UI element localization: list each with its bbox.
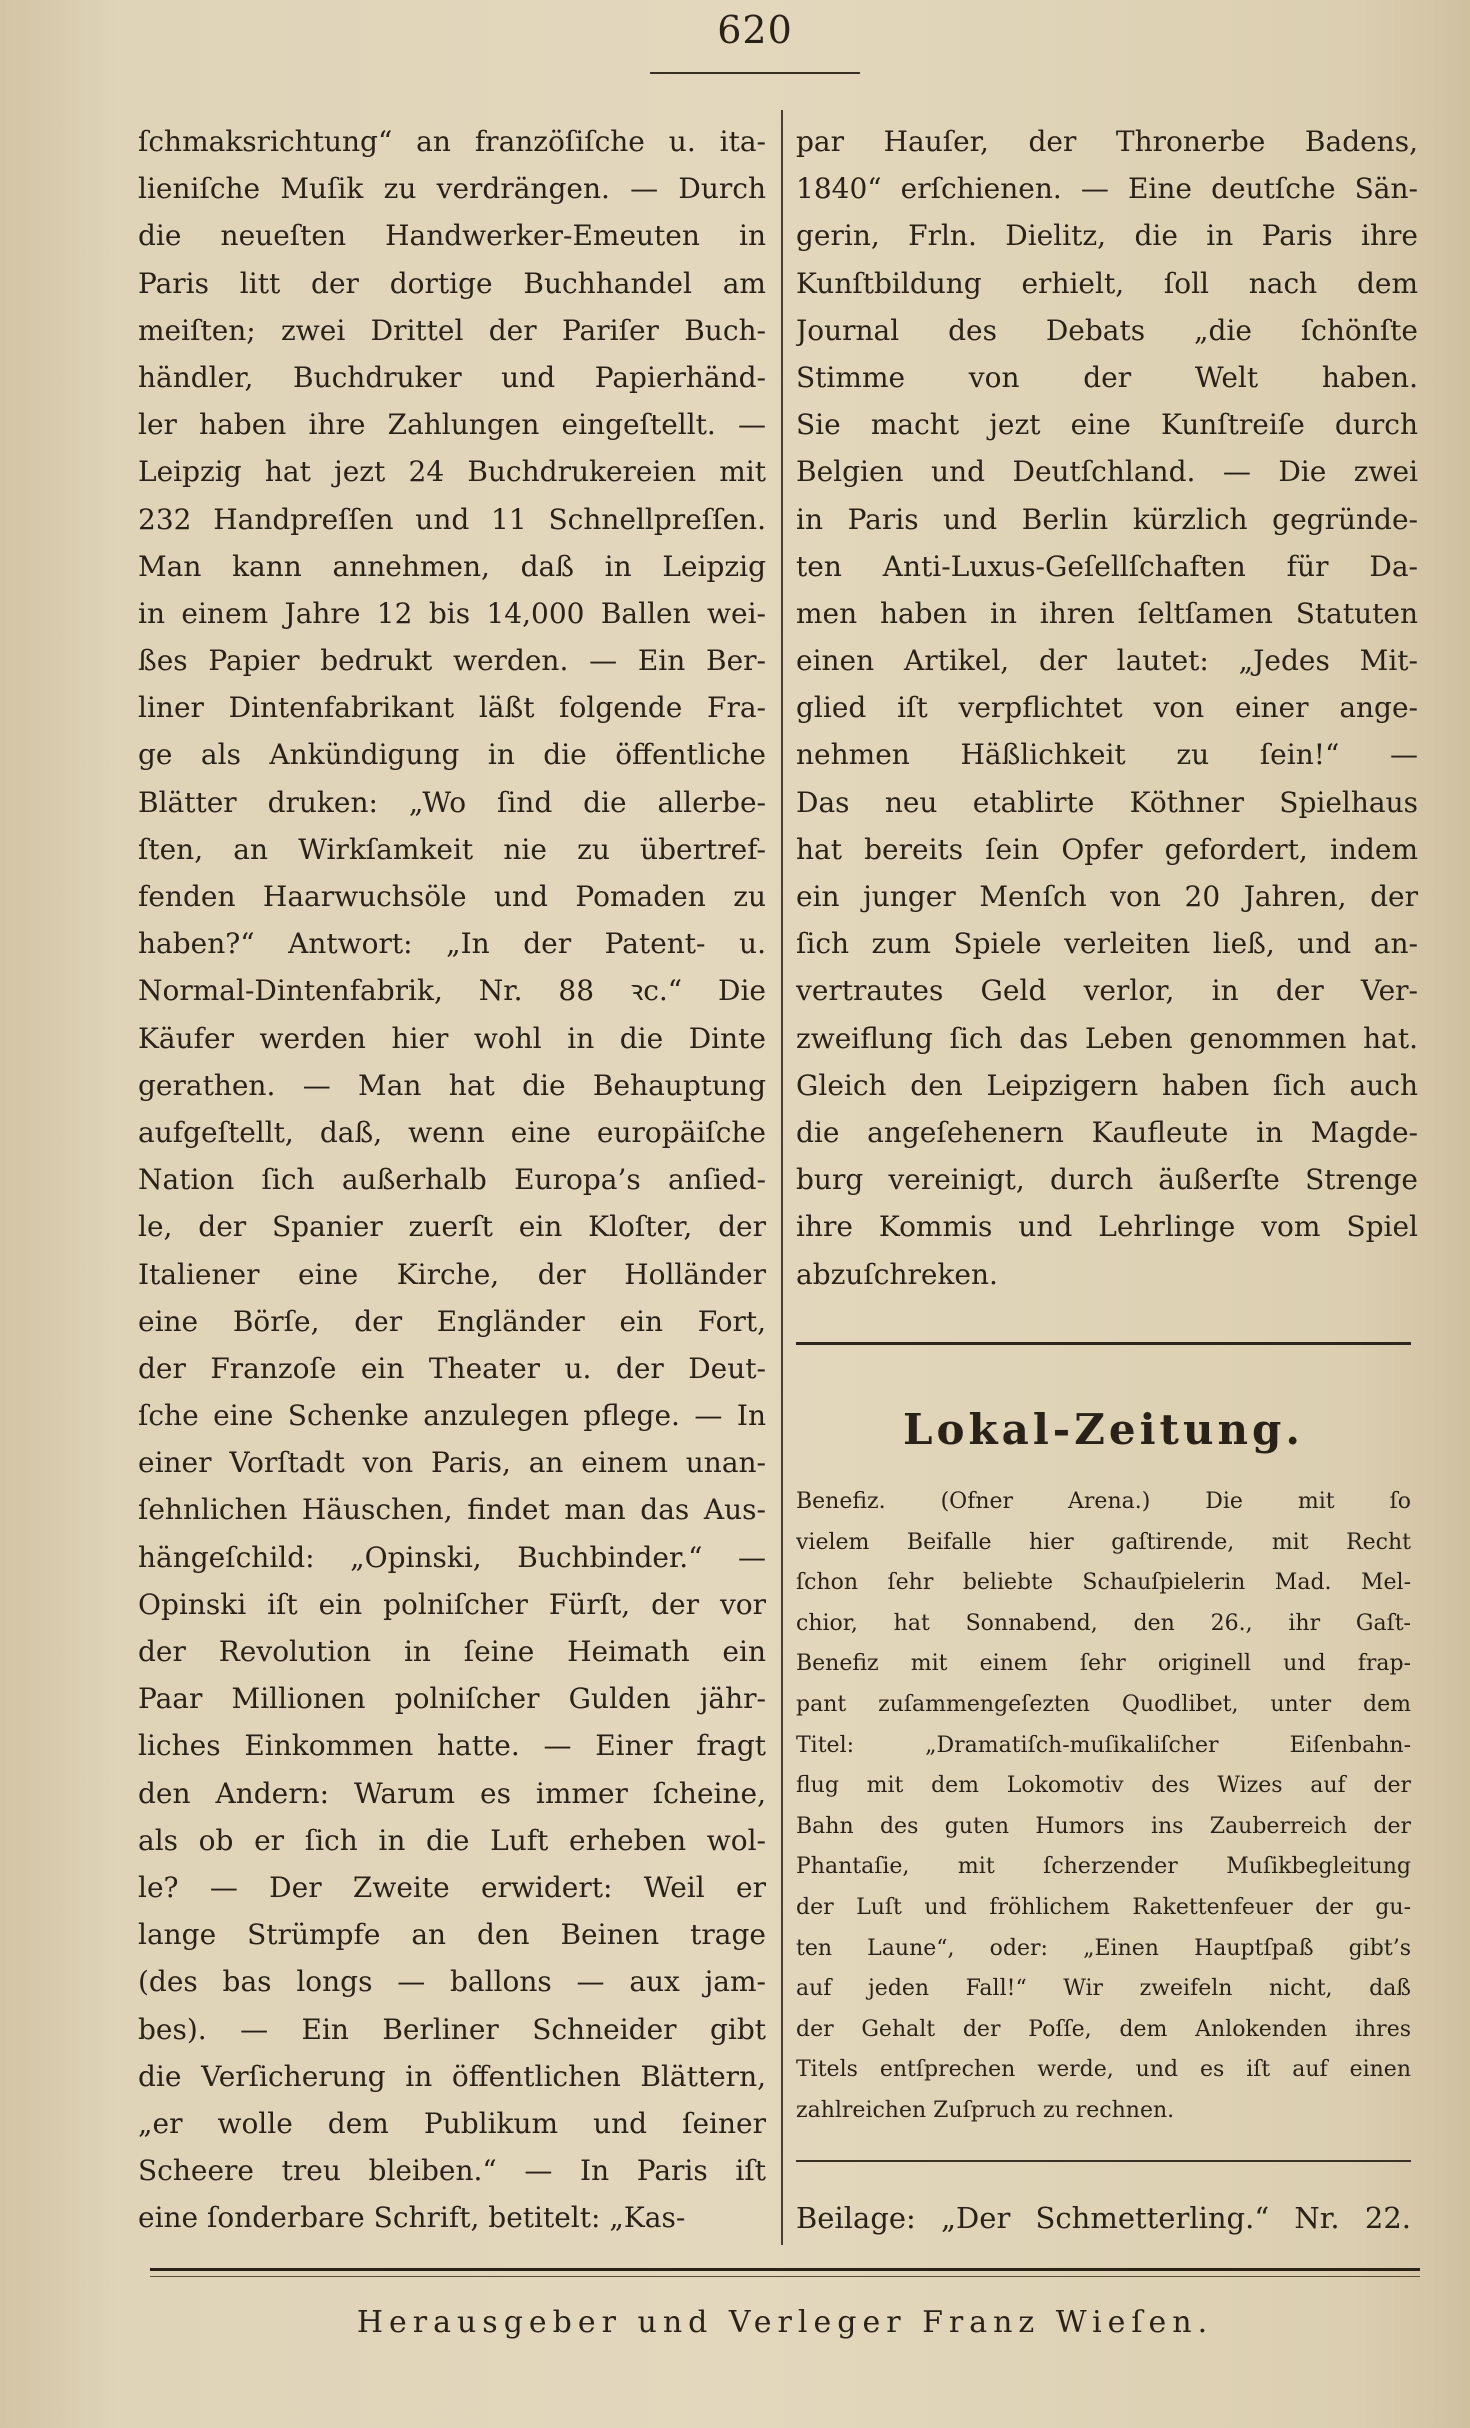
local-news-line: Titel: „Dramatiſch-muſikaliſcher Eiſenbahn- xyxy=(796,1732,1411,1758)
text-line: der Franzoſe ein Theater u. der Deut- xyxy=(138,1351,766,1385)
local-news-line: der Gehalt der Poſſe, dem Anlokenden ihres xyxy=(796,2016,1411,2042)
page-number: 620 xyxy=(717,8,793,52)
supplement-rule xyxy=(796,2160,1411,2162)
section-rule xyxy=(796,1342,1411,1345)
local-news-line: Benefiz mit einem ſehr originell und frap- xyxy=(796,1651,1411,1677)
left-column xyxy=(138,118,766,2241)
text-line: Man kann annehmen, daß in Leipzig xyxy=(138,549,766,583)
text-line: hängeſchild: „Opinski, Buchbinder.“ — xyxy=(138,1540,766,1574)
local-news-line: Titels entſprechen werde, und es iſt auf einen xyxy=(796,2057,1411,2083)
text-line: (des bas longs — ballons — aux jam- xyxy=(138,1965,766,1999)
text-line: vertrautes Geld verlor, in der Ver- xyxy=(796,974,1418,1008)
local-news-line: vielem Beifalle hier gaſtirende, mit Recht xyxy=(796,1529,1411,1555)
text-line: Kunſtbildung erhielt, ſoll nach dem xyxy=(796,266,1418,300)
text-line: der Revolution in ſeine Heimath ein xyxy=(138,1635,766,1668)
text-line: 232 Handpreſſen und 11 Schnellpreſſen. xyxy=(138,502,766,536)
text-line: Käufer werden hier wohl in die Dinte xyxy=(138,1021,766,1055)
text-line: Blätter druken: „Wo ſind die allerbe- xyxy=(138,785,766,819)
text-line: ſche eine Schenke anzulegen pflege. — In xyxy=(138,1399,766,1433)
text-line: ſich zum Spiele verleiten ließ, und an- xyxy=(796,927,1418,961)
local-news-line: flug mit dem Lokomotiv des Wizes auf der xyxy=(796,1773,1411,1799)
text-line: den Andern: Warum es immer ſcheine, xyxy=(138,1776,766,1810)
text-line: fenden Haarwuchsöle und Pomaden zu xyxy=(138,880,766,913)
text-line: in Paris und Berlin kürzlich gegründe- xyxy=(796,502,1418,536)
local-news-line: Benefiz. (Ofner Arena.) Die mit ſo xyxy=(796,1489,1411,1514)
text-line: Italiener eine Kirche, der Holländer xyxy=(138,1257,766,1291)
text-line: aufgeſtellt, daß, wenn eine europäiſche xyxy=(138,1115,766,1149)
text-line: Nation ſich außerhalb Europa’s anſied- xyxy=(138,1163,766,1197)
text-line: burg vereinigt, durch äußerſte Strenge xyxy=(796,1163,1418,1197)
text-line: eine Börſe, der Engländer ein Fort, xyxy=(138,1304,766,1338)
text-line: ge als Ankündigung in die öffentliche xyxy=(138,738,766,772)
text-line: men haben in ihren ſeltſamen Statuten xyxy=(796,596,1418,630)
text-line: 1840“ erſchienen. — Eine deutſche Sän- xyxy=(796,172,1418,206)
text-line: Das neu etablirte Köthner Spielhaus xyxy=(796,785,1418,819)
text-line: Opinski iſt ein polniſcher Fürſt, der vor xyxy=(138,1587,766,1621)
text-line: liner Dintenfabrikant läßt folgende Fra- xyxy=(138,691,766,725)
text-line: lieniſche Muſik zu verdrängen. — Durch xyxy=(138,172,766,206)
text-line: gerin, Frln. Dielitz, die in Paris ihre xyxy=(796,219,1418,253)
text-line: Leipzig hat jezt 24 Buchdrukereien mit xyxy=(138,455,766,489)
text-line: Paar Millionen polniſcher Gulden jähr- xyxy=(138,1682,766,1716)
text-line: als ob er ſich in die Luft erheben wol- xyxy=(138,1823,766,1857)
text-line: die angeſehenern Kaufleute in Magde- xyxy=(796,1115,1418,1149)
text-line: Journal des Debats „die ſchönſte xyxy=(796,313,1418,347)
section-title: Lokal-Zeitung. xyxy=(902,1405,1305,1454)
local-news-line: Phantaſie, mit ſcherzender Muſikbegleitung xyxy=(796,1854,1411,1880)
local-news-column xyxy=(796,1482,1411,2132)
text-line: liches Einkommen hatte. — Einer fragt xyxy=(138,1729,766,1763)
footer-rule-thin xyxy=(150,2276,1420,2277)
text-line: ten Anti-Luxus-Geſellſchaften für Da- xyxy=(796,549,1418,583)
text-line: lange Strümpfe an den Beinen trage xyxy=(138,1918,766,1952)
text-line: in einem Jahre 12 bis 14,000 Ballen wei- xyxy=(138,596,766,630)
text-line: gerathen. — Man hat die Behauptung xyxy=(138,1068,766,1102)
text-line: zweiflung ſich das Leben genommen hat. xyxy=(796,1021,1418,1055)
local-news-line: ten Laune“, oder: „Einen Hauptſpaß gibt’s xyxy=(796,1935,1411,1961)
footer-rule xyxy=(150,2268,1420,2271)
local-news-line: chior, hat Sonnabend, den 26., ihr Gaſt- xyxy=(796,1610,1411,1636)
text-line: ſehnlichen Häuschen, findet man das Aus- xyxy=(138,1493,766,1527)
text-line: die neueſten Handwerker-Emeuten in xyxy=(138,219,766,253)
text-line: hat bereits ſein Opfer gefordert, indem xyxy=(796,832,1418,866)
local-news-line: pant zuſammengeſezten Quodlibet, unter dem xyxy=(796,1691,1411,1717)
text-line: ler haben ihre Zahlungen eingeſtellt. — xyxy=(138,408,766,442)
text-line: ſten, an Wirkſamkeit nie zu übertref- xyxy=(138,832,766,866)
text-line: ßes Papier bedrukt werden. — Ein Ber- xyxy=(138,644,766,678)
local-news-line: Bahn des guten Humors ins Zauberreich der xyxy=(796,1813,1411,1839)
text-line: Belgien und Deutſchland. — Die zwei xyxy=(796,455,1418,489)
text-line: eine ſonderbare Schrift, betitelt: „Kas- xyxy=(138,2201,686,2235)
text-line: „er wolle dem Publikum und ſeiner xyxy=(138,2106,766,2140)
text-line: ihre Kommis und Lehrlinge vom Spiel xyxy=(796,1210,1418,1244)
text-line: Stimme von der Welt haben. xyxy=(796,360,1418,394)
text-line: die Verſicherung in öffentlichen Blättern, xyxy=(138,2059,766,2093)
text-line: glied iſt verpflichtet von einer ange- xyxy=(796,691,1418,725)
text-line: einer Vorſtadt von Paris, an einem unan- xyxy=(138,1446,766,1480)
text-line: par Hauſer, der Thronerbe Badens, xyxy=(796,125,1418,158)
text-line: Scheere treu bleiben.“ — In Paris iſt xyxy=(138,2154,766,2188)
text-line: Gleich den Leipzigern haben ſich auch xyxy=(796,1068,1418,1102)
local-news-line: zahlreichen Zuſpruch zu rechnen. xyxy=(796,2097,1175,2123)
header-rule xyxy=(650,72,860,74)
column-divider xyxy=(781,110,783,2245)
text-line: Normal-Dintenfabrik, Nr. 88 ꝛc.“ Die xyxy=(138,974,766,1008)
supplement-note: Beilage: „Der Schmetterling.“ Nr. 22. xyxy=(796,2201,1411,2235)
imprint: Herausgeber und Verleger Franz Wieſen. xyxy=(356,2305,1214,2340)
text-line: Paris litt der dortige Buchhandel am xyxy=(138,266,766,300)
text-line: ein junger Menſch von 20 Jahren, der xyxy=(796,880,1418,913)
text-line: haben?“ Antwort: „In der Patent- u. xyxy=(138,927,766,961)
text-line: nehmen Häßlichkeit zu ſein!“ — xyxy=(796,738,1418,772)
text-line: le, der Spanier zuerſt ein Kloſter, der xyxy=(138,1210,766,1244)
text-line: abzuſchreken. xyxy=(796,1257,998,1291)
text-line: händler, Buchdruker und Papierhänd- xyxy=(138,360,766,394)
local-news-line: der Luſt und fröhlichem Rakettenfeuer der gu- xyxy=(796,1894,1411,1920)
local-news-line: ſchon ſehr beliebte Schauſpielerin Mad. Mel- xyxy=(796,1570,1411,1596)
text-line: le? — Der Zweite erwidert: Weil er xyxy=(138,1870,766,1904)
text-line: Sie macht jezt eine Kunſtreiſe durch xyxy=(796,408,1418,442)
local-news-line: auf jeden Fall!“ Wir zweifeln nicht, daß xyxy=(796,1976,1411,2002)
text-line: ſchmaksrichtung“ an franzöſiſche u. ita- xyxy=(138,125,766,158)
right-column xyxy=(796,118,1418,1298)
text-line: einen Artikel, der lautet: „Jedes Mit- xyxy=(796,644,1418,678)
text-line: bes). — Ein Berliner Schneider gibt xyxy=(138,2012,766,2046)
text-line: meiſten; zwei Drittel der Pariſer Buch- xyxy=(138,313,766,347)
